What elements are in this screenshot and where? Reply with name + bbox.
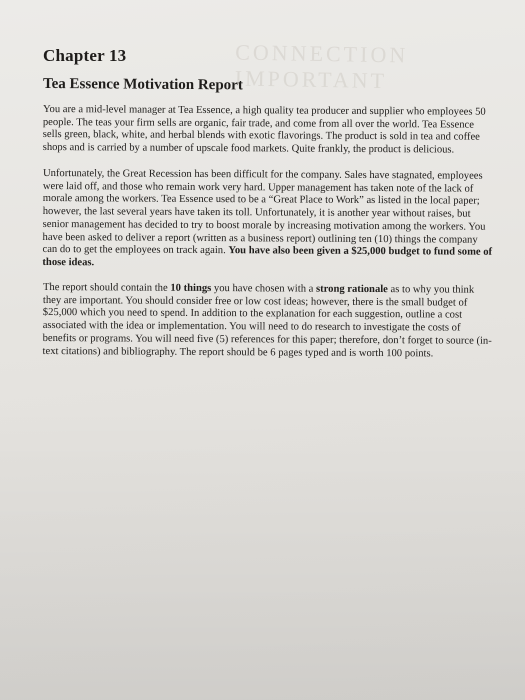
requirements-text-c: as to why you think they are important. You should consider free or low cost ideas; however, there is the small budget of $25,000 which you need to spend. In addition to the explanation for each suggestion, outline a cost associated with the idea or implementation. You will need to do research to investigate the costs of benefits or programs. You will need five (5) references for this paper; therefore, don’t forget to source (in-text citations) and bibliography. The report should be 6 pages typed and is worth 100 points. bbox=[42, 284, 492, 360]
report-title: Tea Essence Motivation Report bbox=[42, 76, 243, 94]
chapter-heading: Chapter 13 bbox=[43, 46, 127, 65]
paper-shadow bbox=[0, 400, 525, 700]
paragraph-intro: You are a mid-level manager at Tea Essence, a high quality tea producer and supplier who employees 50 people. The teas your firm sells are organic, fair trade, and come from all over the world. Tea Essence sells green, black, white, and herbal blends with exotic flavorings. The product is sold in tea and coffee shops and is carried by a number of upscale food markets. Quite frankly, the product is delicious. bbox=[42, 104, 486, 156]
budget-statement: You have also been given a $25,000 budget to fund some of those ideas. bbox=[42, 245, 493, 269]
requirements-bold-rationale: strong rationale bbox=[315, 284, 388, 296]
paragraph-situation-text: Unfortunately, the Great Recession has been difficult for the company. Sales have stagnated, employees were laid off, and those who remain work very hard. Upper management has taken note of the lack of morale among the workers. Tea Essence used to be a “Great Place to Work” as listed in the local paper; however, the last several years have taken its toll. Unfortunately, it is another year without raises, but senior management has decided to try to boost morale by increasing motivation among the workers. You have been asked to deliver a report (written as a business report) outlining ten (10) things the company can do to get the employees on track again. bbox=[42, 167, 486, 257]
requirements-bold-things: 10 things bbox=[170, 283, 212, 295]
requirements-text-a: The report should contain the bbox=[42, 282, 171, 295]
requirements-text-b: you have chosen with a bbox=[211, 283, 317, 296]
paragraph-requirements bbox=[43, 282, 495, 361]
paragraph-situation bbox=[42, 168, 495, 272]
bleed-through-text: CONNECTION IMPORTANT bbox=[234, 39, 409, 94]
